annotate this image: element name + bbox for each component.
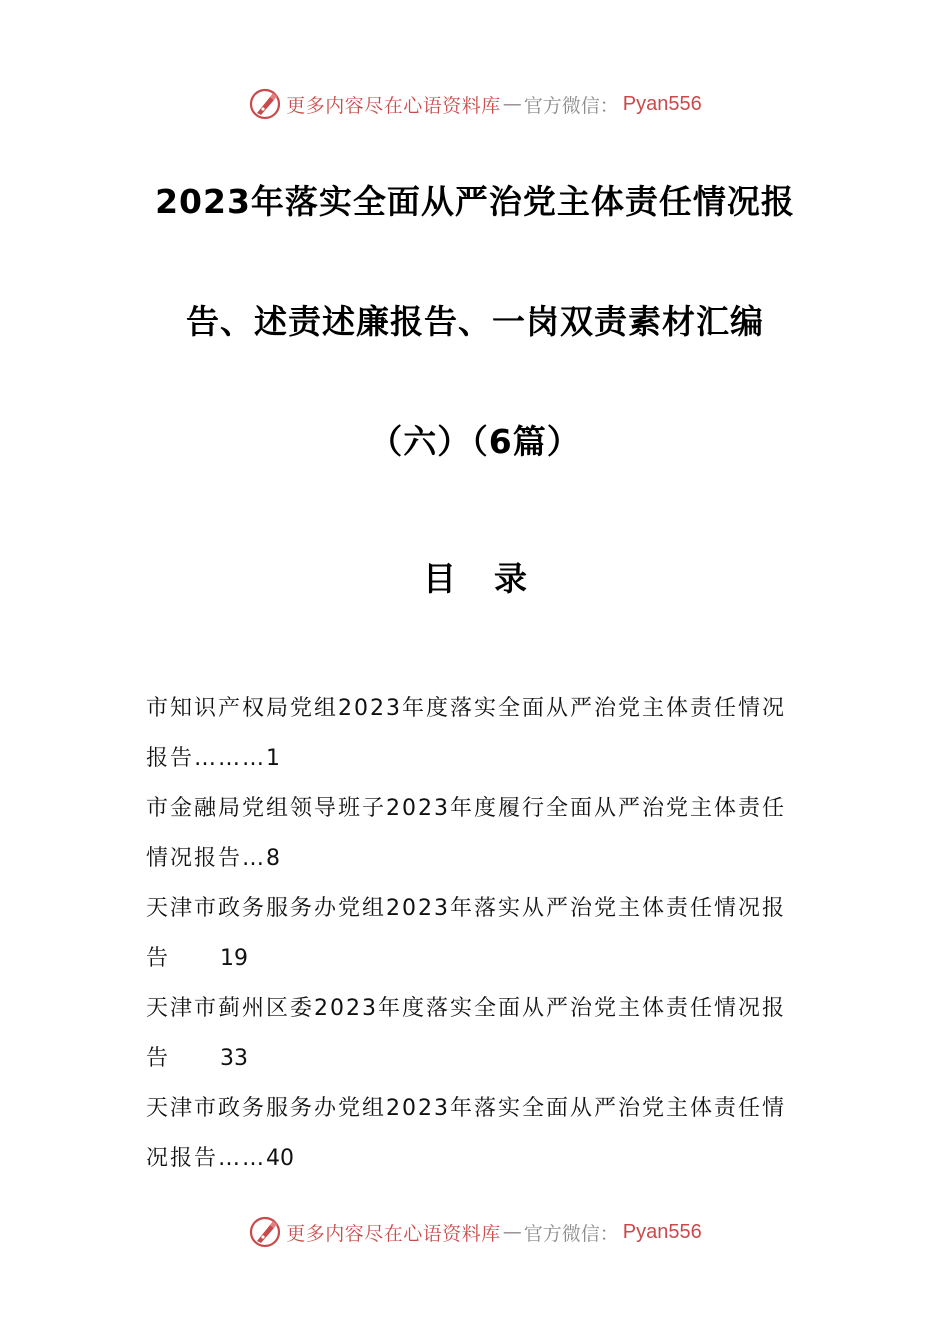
toc-entry-title: 天津市政务服务办党组2023年落实全面从严治党主体责任情况报告 [146, 1096, 786, 1171]
banner-wechat-id: Pyan556 [622, 1220, 702, 1243]
document-title-line-2: 告、述责述廉报告、一岗双责素材汇编 [186, 302, 764, 341]
toc-entry-leader: … [242, 846, 267, 871]
toc-entry-title: 天津市蓟州区委2023年度落实全面从严治党主体责任情况报告 [146, 996, 786, 1071]
banner-separator: — [502, 93, 522, 115]
toc-entry-title: 天津市政务服务办党组2023年落实从严治党主体责任情况报告 [146, 896, 786, 971]
toc-entry-leader: …… [218, 1146, 267, 1171]
toc-entry[interactable] [146, 1084, 808, 1184]
banner-wechat-id: Pyan556 [622, 92, 702, 115]
toc-entry-page: 8 [266, 846, 281, 871]
document-title-line-3: （六）（6篇） [369, 422, 581, 461]
toc-entry-title: 市知识产权局党组2023年度落实全面从严治党主体责任情况报告 [146, 696, 786, 771]
toc-entry-leader: ……… [194, 746, 267, 771]
bottom-watermark-banner [0, 1212, 950, 1252]
banner-text: 更多内容尽在心语资料库 [286, 94, 501, 117]
toc-entry-page: 1 [266, 746, 281, 771]
toc-heading: 目录 [423, 559, 565, 598]
toc-entry[interactable] [146, 884, 808, 984]
banner-separator: — [502, 1221, 522, 1243]
banner-wechat-label: 官方微信： [523, 1222, 619, 1245]
document-title-line-1: 2023年落实全面从严治党主体责任情况报 [155, 182, 795, 221]
banner-wechat-label: 官方微信： [523, 94, 619, 117]
toc-entry[interactable] [146, 684, 808, 784]
toc-entry-page: 33 [220, 1046, 249, 1071]
toc-entry-page: 40 [266, 1146, 295, 1171]
pen-nib-logo-icon [248, 1215, 282, 1249]
toc-entry-title: 市金融局党组领导班子2023年度履行全面从严治党主体责任情况报告 [146, 796, 786, 871]
toc-entry[interactable] [146, 784, 808, 884]
toc-entry-page: 19 [220, 946, 249, 971]
pen-nib-logo-icon [248, 87, 282, 121]
toc-entry[interactable] [146, 984, 808, 1084]
top-watermark-banner [0, 84, 950, 124]
banner-text: 更多内容尽在心语资料库 [286, 1222, 501, 1245]
table-of-contents [146, 684, 808, 1184]
